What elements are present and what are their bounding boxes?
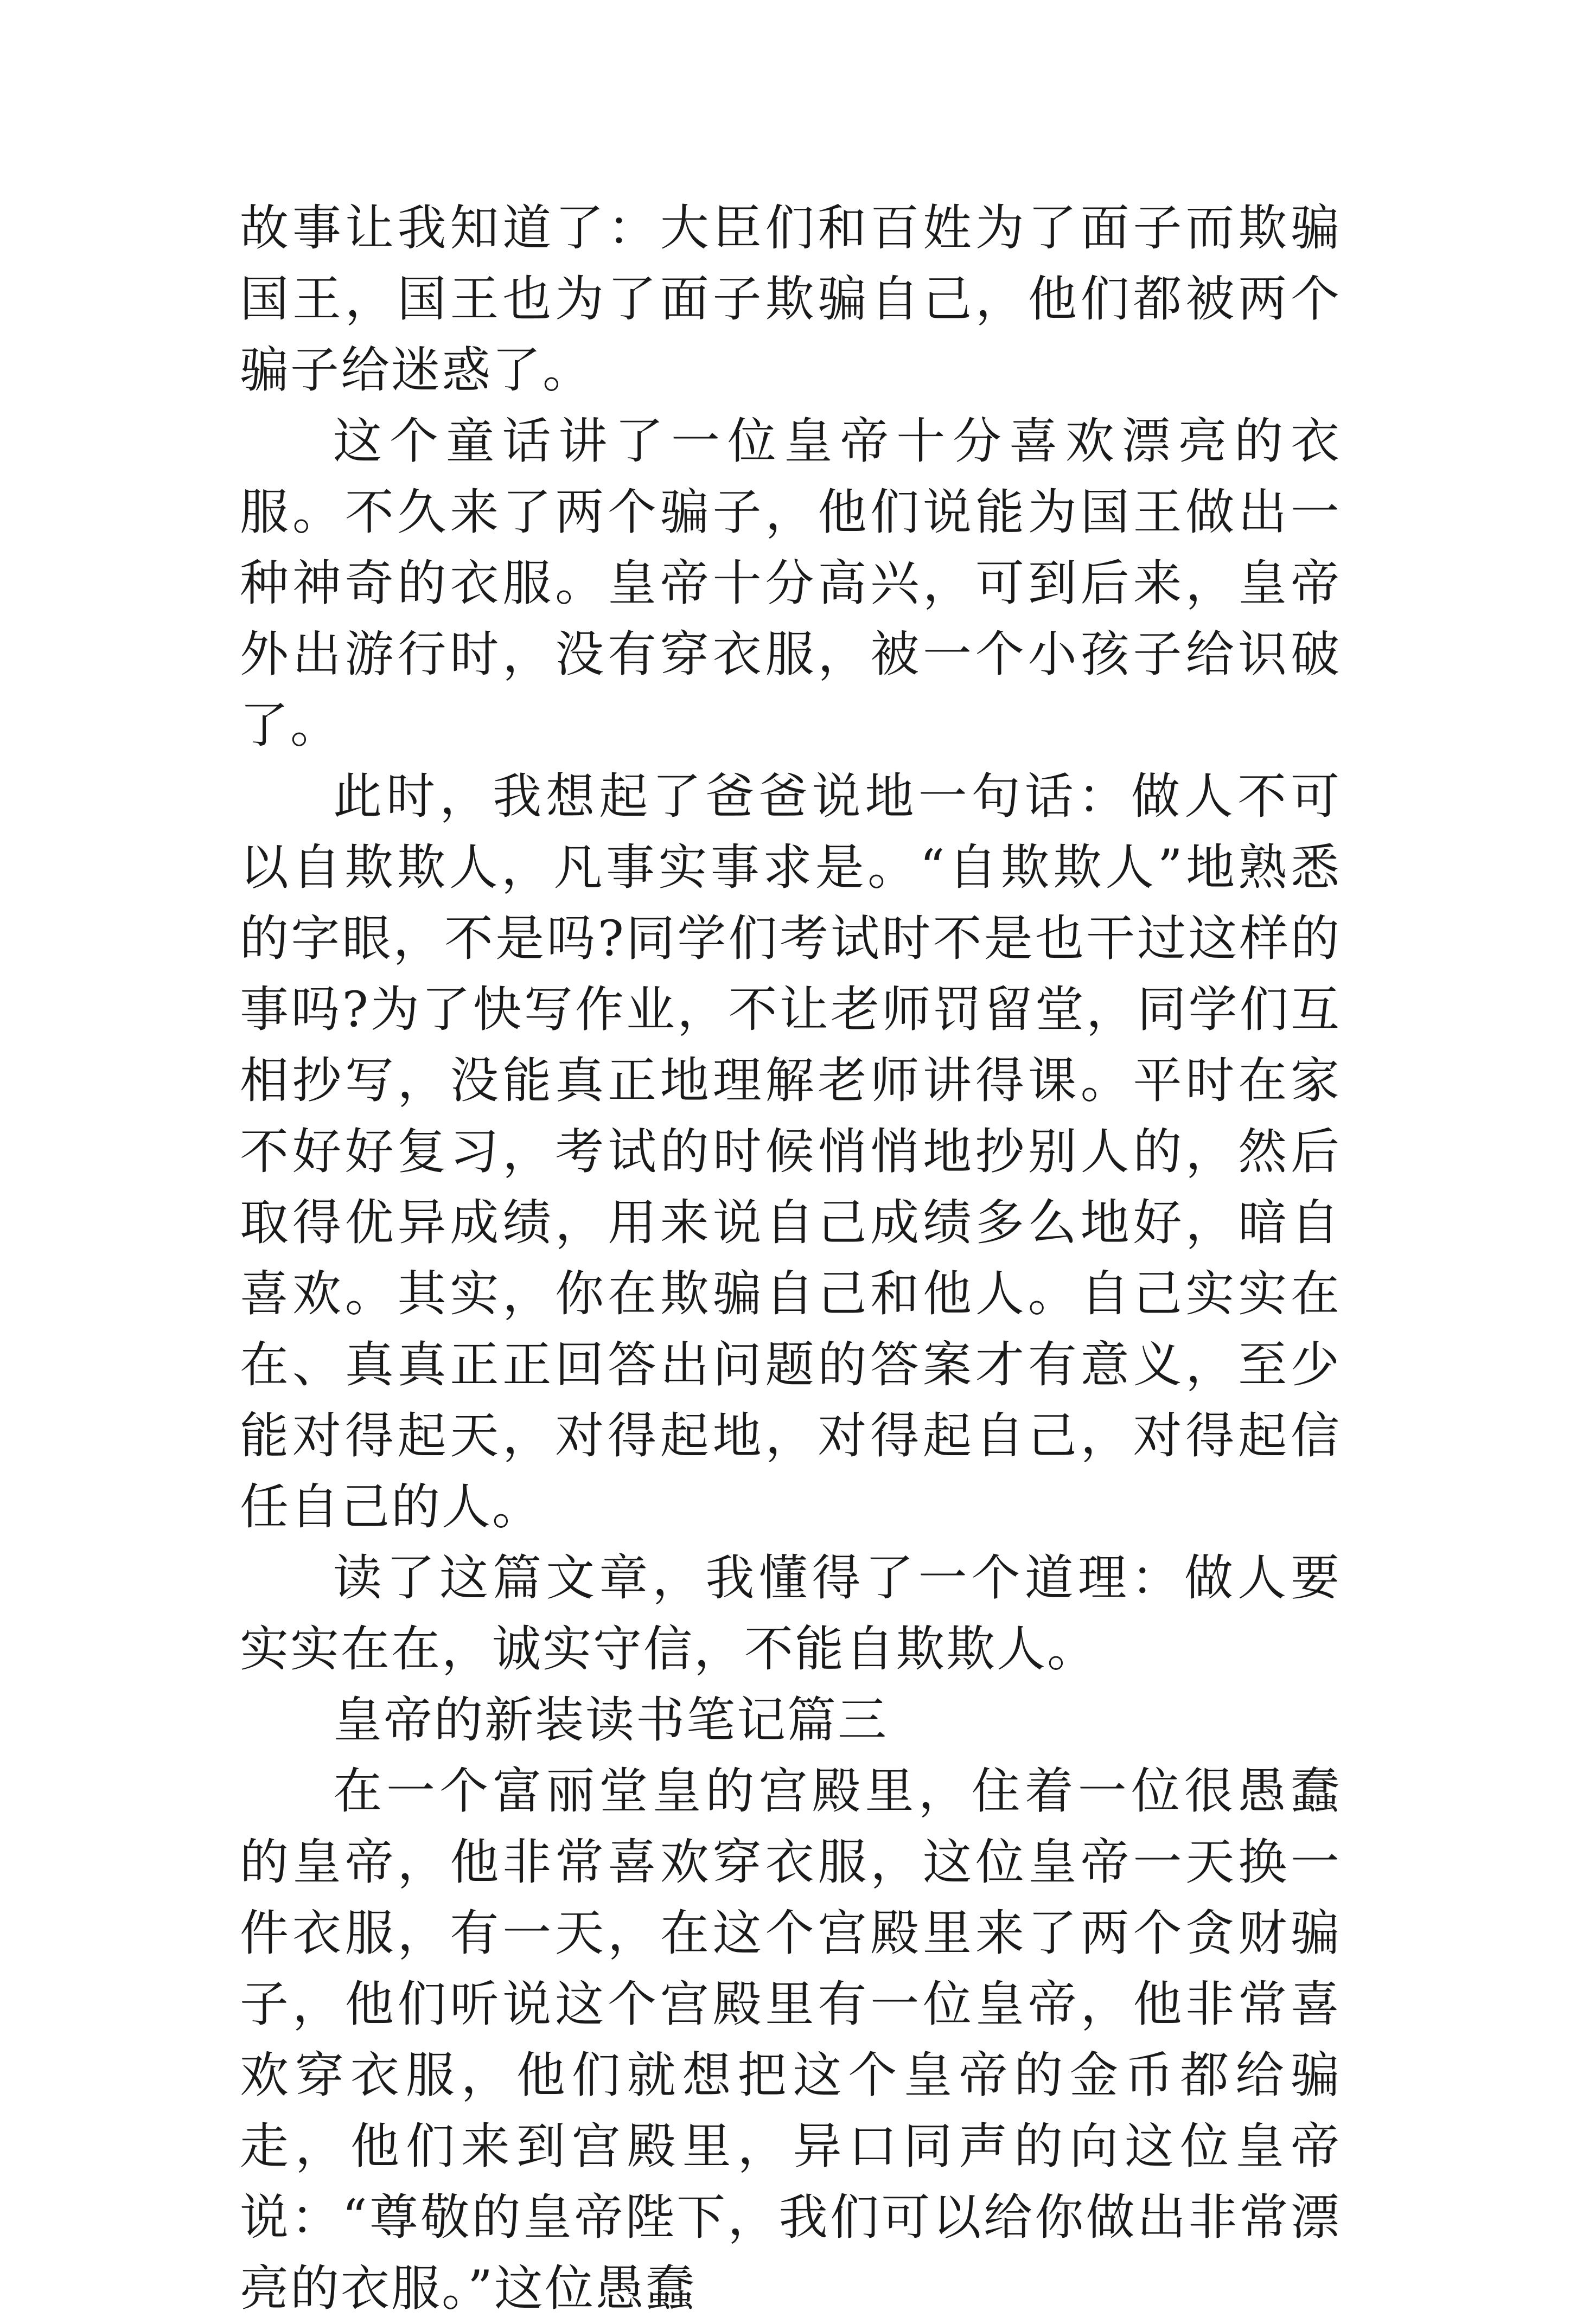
paragraph-reflection: 此时，我想起了爸爸说地一句话：做人不可以自欺欺人，凡事实事求是。“自欺欺人”地熟悉的字眼，不是吗?同学们考试时不是也干过这样的事吗?为了快写作业，不让老师罚留堂，同学们互相抄写，没能真正地理解老师讲得课。平时在家不好好复习，考试的时候悄悄地抄别人的，然后取得优异成绩，用来说自己成绩多么地好，暗自喜欢。其实，你在欺骗自己和他人。自己实实在在、真真正正回答出问题的答案才有意义，至少能对得起天，对得起地，对得起自己，对得起信任自己的人。 bbox=[240, 768, 1341, 1535]
paragraph-story-summary: 这个童话讲了一位皇帝十分喜欢漂亮的衣服。不久来了两个骗子，他们说能为国王做出一种神奇的衣服。皇帝十分高兴，可到后来，皇帝外出游行时，没有穿衣服，被一个小孩子给识破了。 bbox=[240, 413, 1341, 754]
section-heading: 皇帝的新装读书笔记篇三 bbox=[333, 1692, 888, 1749]
paragraph-conclusion: 读了这篇文章，我懂得了一个道理：做人要实实在在，诚实守信，不能自欺欺人。 bbox=[240, 1550, 1341, 1678]
document-body bbox=[240, 193, 1341, 2324]
paragraph-intro: 故事让我知道了：大臣们和百姓为了面子而欺骗国王，国王也为了面子欺骗自己，他们都被两个骗子给迷惑了。 bbox=[240, 200, 1341, 399]
paragraph-section-three: 在一个富丽堂皇的宫殿里，住着一位很愚蠢的皇帝，他非常喜欢穿衣服，这位皇帝一天换一件衣服，有一天，在这个宫殿里来了两个贪财骗子，他们听说这个宫殿里有一位皇帝，他非常喜欢穿衣服，他们就想把这个皇帝的金币都给骗走，他们来到宫殿里，异口同声的向这位皇帝说：“尊敬的皇帝陛下，我们可以给你做出非常漂亮的衣服。”这位愚蠢 bbox=[240, 1763, 1341, 2317]
